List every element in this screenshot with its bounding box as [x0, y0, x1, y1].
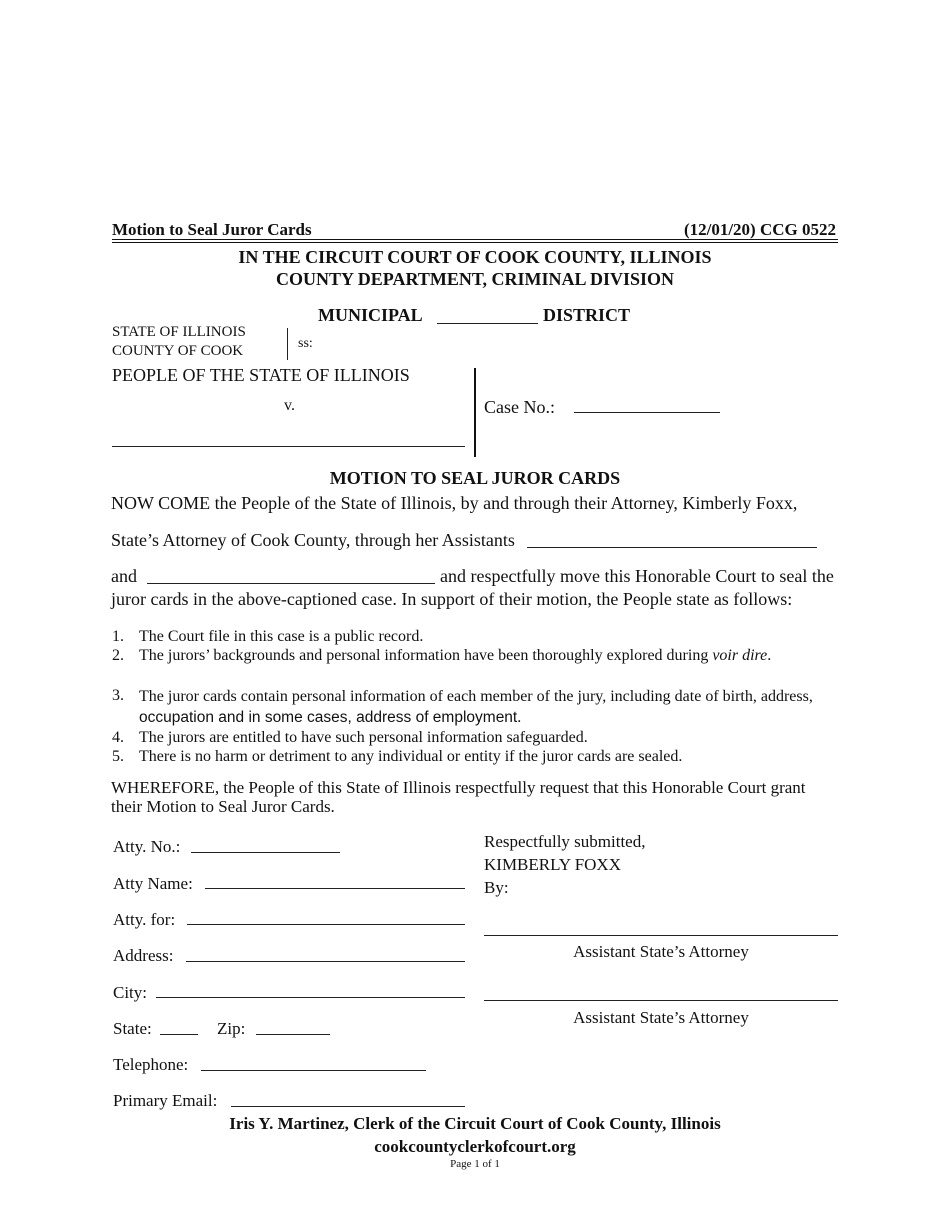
- signature-title-2: Assistant State’s Attorney: [573, 1008, 749, 1027]
- list-text: There is no harm or detriment to any individual or entity if the juror cards are sealed.: [139, 748, 683, 765]
- address-field[interactable]: [186, 961, 465, 962]
- list-text: The jurors’ backgrounds and personal information have been thoroughly explored during voir dire.: [139, 647, 772, 664]
- atty-for-label: Atty. for:: [113, 910, 176, 929]
- venue-county: COUNTY OF COOK: [112, 343, 244, 359]
- intro-line-3-rest: and respectfully move this Honorable Court to seal the: [440, 566, 834, 586]
- intro-line-4: juror cards in the above-captioned case. In support of their motion, the People state as follows:: [111, 589, 793, 609]
- list-text: The juror cards contain personal information of each member of the jury, including date of birth, address, occupation and in some cases, address of employment.: [139, 688, 813, 726]
- list-number: 4.: [112, 729, 124, 746]
- atty-no-field[interactable]: [191, 852, 340, 853]
- clerk-name: Iris Y. Martinez, Clerk of the Circuit Court of Cook County, Illinois: [229, 1114, 721, 1133]
- clerk-website[interactable]: cookcountyclerkofcourt.org: [374, 1137, 576, 1156]
- form-title: Motion to Seal Juror Cards: [112, 220, 312, 239]
- district-label: DISTRICT: [543, 305, 631, 325]
- venue-state: STATE OF ILLINOIS: [112, 324, 246, 340]
- telephone-label: Telephone:: [113, 1055, 189, 1074]
- signature-line-2[interactable]: [484, 1000, 838, 1001]
- zip-label: Zip:: [217, 1019, 246, 1038]
- primary-email-label: Primary Email:: [113, 1091, 218, 1110]
- state-field[interactable]: [160, 1034, 198, 1035]
- intro-line-2: State’s Attorney of Cook County, through her Assistants: [111, 530, 515, 550]
- primary-email-field[interactable]: [231, 1106, 465, 1107]
- telephone-field[interactable]: [201, 1070, 426, 1071]
- assistant-name-line-2[interactable]: [147, 583, 435, 584]
- list-number: 3.: [112, 687, 124, 704]
- atty-no-label: Atty. No.:: [113, 837, 181, 856]
- intro-line-1: NOW COME the People of the State of Illinois, by and through their Attorney, Kimberly Foxx,: [111, 493, 798, 513]
- venue-bracket: [287, 328, 288, 360]
- by-label: By:: [484, 878, 509, 897]
- list-number: 2.: [112, 647, 124, 664]
- municipal-district-blank[interactable]: [437, 323, 538, 324]
- city-label: City:: [113, 983, 148, 1002]
- venue-ss: ss:: [298, 336, 313, 351]
- plaintiff-name: PEOPLE OF THE STATE OF ILLINOIS: [112, 365, 410, 385]
- list-number: 5.: [112, 748, 124, 765]
- court-line-2: COUNTY DEPARTMENT, CRIMINAL DIVISION: [275, 269, 675, 289]
- respectfully-submitted: Respectfully submitted,: [484, 832, 646, 851]
- court-line-1: IN THE CIRCUIT COURT OF COOK COUNTY, ILLINOIS: [238, 247, 712, 267]
- list-text: The jurors are entitled to have such personal information safeguarded.: [139, 729, 588, 746]
- city-field[interactable]: [156, 997, 465, 998]
- signature-title-1: Assistant State’s Attorney: [573, 942, 749, 961]
- wherefore-paragraph: WHEREFORE, the People of this State of Illinois respectfully request that this Honorable Court grant their Motion to Seal Juror Cards.: [111, 778, 806, 816]
- atty-for-field[interactable]: [187, 924, 465, 925]
- signature-line-1[interactable]: [484, 935, 838, 936]
- defendant-name-line[interactable]: [112, 446, 465, 447]
- atty-name-label: Atty Name:: [113, 874, 193, 893]
- list-number: 1.: [112, 628, 124, 645]
- list-text: The Court file in this case is a public record.: [139, 628, 424, 645]
- municipal-label: MUNICIPAL: [318, 305, 423, 325]
- form-code: (12/01/20) CCG 0522: [683, 220, 836, 239]
- header-rule-bottom: [112, 242, 838, 243]
- address-label: Address:: [113, 946, 174, 965]
- case-no-line[interactable]: [574, 412, 720, 413]
- motion-heading: MOTION TO SEAL JUROR CARDS: [329, 468, 621, 488]
- atty-name-field[interactable]: [205, 888, 465, 889]
- zip-field[interactable]: [256, 1034, 330, 1035]
- assistant-name-line-1[interactable]: [527, 547, 817, 548]
- case-no-label: Case No.:: [484, 397, 555, 417]
- page-number: Page 1 of 1: [450, 1158, 500, 1170]
- versus: v.: [284, 397, 295, 414]
- caption-divider: [474, 368, 476, 457]
- state-label: State:: [113, 1019, 152, 1038]
- and-label: and: [111, 566, 137, 586]
- signer-name: KIMBERLY FOXX: [484, 855, 621, 874]
- header-rule-top: [112, 239, 838, 240]
